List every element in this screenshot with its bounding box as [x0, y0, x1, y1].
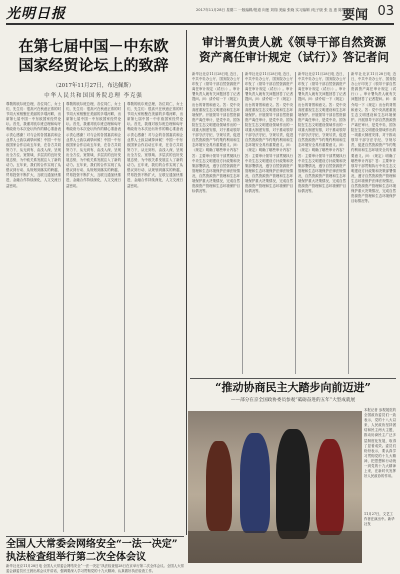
right-headline-line2: 资产离任审计规定（试行）》答记者问 [199, 50, 389, 64]
article-separator [6, 536, 184, 537]
column-divider [242, 72, 243, 374]
dancer-figure [316, 439, 344, 535]
article-separator [190, 378, 396, 379]
column-divider [124, 102, 125, 532]
section-divider [186, 30, 187, 535]
bottom-headline-line1: 全国人大常委会网络安全“一法一决定” [6, 539, 178, 550]
mid-body-column: 本报记者 参观展览的全国政协委员们一致表示，党的十八大以来，人民政协坚持团结和民主两大主题，推动协商民主广泛多层制度化发展，取得了显著成效。委员们纷纷表示，要认真学习贯彻党的十九大精神，把思想和行动统一到党的十九大精神上来，在新时代发挥好人民政协的作用。 [364, 408, 396, 479]
photo-caption: 11月27日，文艺工作者在演出中。新华社发 [364, 512, 395, 526]
left-body-column-3: 尊敬的欧尔班总理，各位同仁，女士们，先生们：很高兴在秋意正浓的时节同大家相聚在美丽的多瑙河畔，出席第七届中国－中东欧国家经贸论坛。首先，我谨对欧尔班总理和匈牙利政府为本次论坛所作的精心准备表示衷心感谢！对与会的各国嘉宾和企业界人士致以诚挚问候！中国－中东欧国家合作启动五年来，在各方共同努力下，从无到有、由浅入深，呈现出全方位、宽领域、多层次的良好发展态势，为中欧关系发展注入了新的动力。五年来，我们的合作实现了从倡议到行动、从规划到落实的跨越，贸易投资不断扩大，互联互通加快推进，金融合作持续深化，人文交流日益密切。 [127, 102, 183, 188]
right-headline-line1: 审计署负责人就《领导干部自然资源 [202, 35, 386, 49]
newspaper-logo: 光明日报 [6, 6, 66, 22]
left-body-column-2: 尊敬的欧尔班总理，各位同仁，女士们，先生们：很高兴在秋意正浓的时节同大家相聚在美丽的多瑙河畔，出席第七届中国－中东欧国家经贸论坛。首先，我谨对欧尔班总理和匈牙利政府为本次论坛所作的精心准备表示衷心感谢！对与会的各国嘉宾和企业界人士致以诚挚问候！中国－中东欧国家合作启动五年来，在各方共同努力下，从无到有、由浅入深，呈现出全方位、宽领域、多层次的良好发展态势，为中欧关系发展注入了新的动力。五年来，我们的合作实现了从倡议到行动、从规划到落实的跨越，贸易投资不断扩大，互联互通加快推进，金融合作持续深化，人文交流日益密切。 [66, 102, 121, 188]
mid-subtitle: ——部分在京全国政协委员参观“砥砺奋进的五年”大型成就展 [230, 398, 356, 403]
column-divider [348, 72, 349, 374]
dancer-figure [240, 433, 270, 533]
dateline: 2017年11月28日 星期二 一版编辑/报道 向莲 刘翔 美编 张晓 实习编辑 /电子版 张 连 惠 陈诗金 [196, 8, 350, 12]
left-headline-line1: 在第七届中国－中东欧 [18, 37, 169, 55]
bottom-headline-line2: 执法检查组举行第二次全体会议 [6, 552, 146, 563]
column-divider [295, 72, 296, 374]
masthead [6, 3, 394, 25]
left-byline: 中华人民共和国国务院总理 李克强 [44, 93, 143, 99]
left-headline-line2: 国家经贸论坛上的致辞 [18, 56, 169, 74]
right-body-column-4: 新华社北京11月28日电 近日，中共中央办公厅、国务院办公厅印发了《领导干部自然资源资产离任审计规定（试行）》。审计署负责人就有关问题回答了记者提问。问：请介绍一下《规定》出台的背景和意义。答：党中央高度重视生态文明建设和生态环境保护。开展领导干部自然资源资产离任审计，是党中央、国务院在生态文明建设领域作出的一项重大制度安排，对于推动领导干部守法守纪、守规尽责，促进自然资源资产节约集约利用和生态环境安全具有重要意义。问：《规定》明确了哪些审计内容？答：主要审计领导干部贯彻执行中央生态文明建设方针政策和决策部署情况，遵守自然资源资产管理和生态环境保护法律法规情况，自然资源资产管理和生态环境保护重大决策情况，完成自然资源资产管理和生态环境保护目标情况等。 [351, 72, 396, 204]
page-number: 03 [377, 4, 394, 19]
left-date-note: （2017年11月27日，布达佩斯） [52, 83, 135, 89]
left-body-column-1: 尊敬的欧尔班总理，各位同仁，女士们，先生们：很高兴在秋意正浓的时节同大家相聚在美丽的多瑙河畔，出席第七届中国－中东欧国家经贸论坛。首先，我谨对欧尔班总理和匈牙利政府为本次论坛所作的精心准备表示衷心感谢！对与会的各国嘉宾和企业界人士致以诚挚问候！中国－中东欧国家合作启动五年来，在各方共同努力下，从无到有、由浅入深，呈现出全方位、宽领域、多层次的良好发展态势，为中欧关系发展注入了新的动力。五年来，我们的合作实现了从倡议到行动、从规划到落实的跨越，贸易投资不断扩大，互联互通加快推进，金融合作持续深化，人文交流日益密切。 [6, 102, 61, 188]
column-divider [63, 102, 64, 532]
mid-headline: “推动协商民主大踏步向前迈进” [215, 381, 371, 394]
bottom-body: 新华社北京11月28日电 全国人大常委会网络安全“一法一决定”执法检查组28日在京举行第二次全体会议。全国人大常委会副委员长王晨出席会议并讲话，强调要深入学习贯彻党的十九大精神，认真做好执法检查工作。 [6, 564, 184, 574]
dance-performance-photo [188, 411, 362, 563]
right-body-column-2: 新华社北京11月28日电 近日，中共中央办公厅、国务院办公厅印发了《领导干部自然资源资产离任审计规定（试行）》。审计署负责人就有关问题回答了记者提问。问：请介绍一下《规定》出台的背景和意义。答：党中央高度重视生态文明建设和生态环境保护。开展领导干部自然资源资产离任审计，是党中央、国务院在生态文明建设领域作出的一项重大制度安排，对于推动领导干部守法守纪、守规尽责，促进自然资源资产节约集约利用和生态环境安全具有重要意义。问：《规定》明确了哪些审计内容？答：主要审计领导干部贯彻执行中央生态文明建设方针政策和决策部署情况，遵守自然资源资产管理和生态环境保护法律法规情况，自然资源资产管理和生态环境保护重大决策情况，完成自然资源资产管理和生态环境保护目标情况等。 [245, 72, 293, 194]
dancer-figure [206, 441, 232, 531]
dancer-figure [276, 429, 310, 539]
stage-floor [188, 531, 362, 563]
section-title: 要闻 [341, 8, 368, 23]
right-body-column-1: 新华社北京11月28日电 近日，中共中央办公厅、国务院办公厅印发了《领导干部自然资源资产离任审计规定（试行）》。审计署负责人就有关问题回答了记者提问。问：请介绍一下《规定》出台的背景和意义。答：党中央高度重视生态文明建设和生态环境保护。开展领导干部自然资源资产离任审计，是党中央、国务院在生态文明建设领域作出的一项重大制度安排，对于推动领导干部守法守纪、守规尽责，促进自然资源资产节约集约利用和生态环境安全具有重要意义。问：《规定》明确了哪些审计内容？答：主要审计领导干部贯彻执行中央生态文明建设方针政策和决策部署情况，遵守自然资源资产管理和生态环境保护法律法规情况，自然资源资产管理和生态环境保护重大决策情况，完成自然资源资产管理和生态环境保护目标情况等。 [192, 72, 240, 194]
right-body-column-3: 新华社北京11月28日电 近日，中共中央办公厅、国务院办公厅印发了《领导干部自然资源资产离任审计规定（试行）》。审计署负责人就有关问题回答了记者提问。问：请介绍一下《规定》出台的背景和意义。答：党中央高度重视生态文明建设和生态环境保护。开展领导干部自然资源资产离任审计，是党中央、国务院在生态文明建设领域作出的一项重大制度安排，对于推动领导干部守法守纪、守规尽责，促进自然资源资产节约集约利用和生态环境安全具有重要意义。问：《规定》明确了哪些审计内容？答：主要审计领导干部贯彻执行中央生态文明建设方针政策和决策部署情况，遵守自然资源资产管理和生态环境保护法律法规情况，自然资源资产管理和生态环境保护重大决策情况，完成自然资源资产管理和生态环境保护目标情况等。 [298, 72, 346, 194]
